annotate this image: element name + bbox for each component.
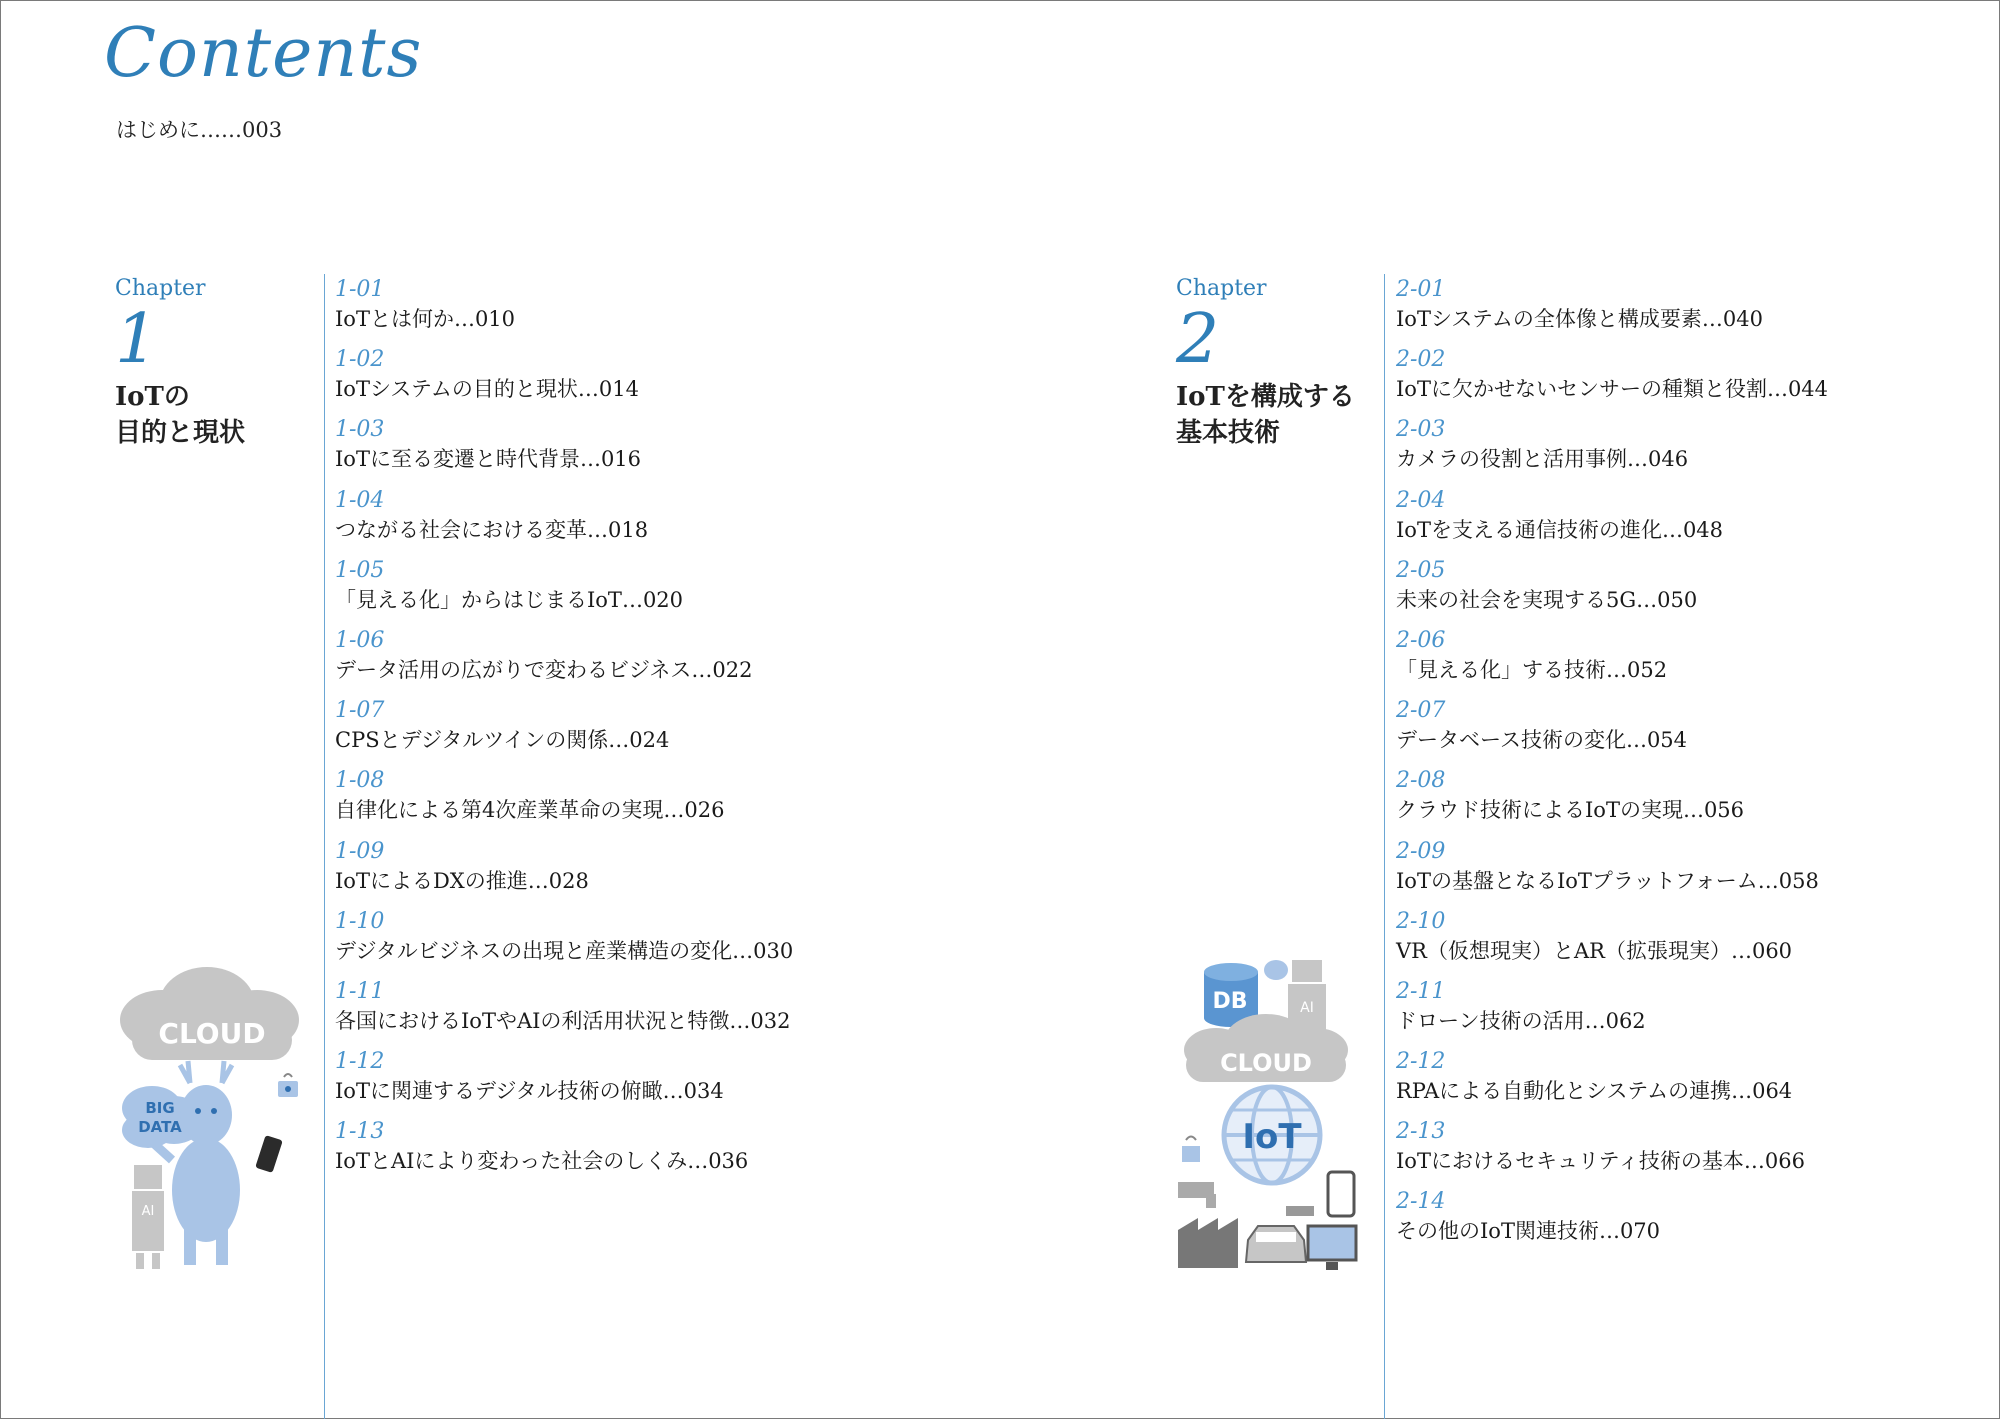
section-title: データ活用の広がりで変わるビジネス…022 bbox=[335, 657, 753, 682]
section-number: 2-14 bbox=[1396, 1189, 1446, 1215]
sensor-icon bbox=[278, 1074, 298, 1097]
toc-entry[interactable] bbox=[1396, 557, 1828, 627]
cloud-label: CLOUD bbox=[158, 1017, 266, 1050]
chapter-1-divider bbox=[324, 274, 325, 1419]
big-data-label: DATA bbox=[138, 1118, 182, 1136]
section-title: データベース技術の変化…054 bbox=[1396, 728, 1688, 753]
section-title: IoTシステムの目的と現状…014 bbox=[335, 377, 639, 402]
globe-label: IoT bbox=[1242, 1117, 1302, 1157]
toc-entry[interactable] bbox=[1396, 767, 1828, 837]
section-title: 「見える化」からはじまるIoT…020 bbox=[335, 587, 684, 612]
section-number: 1-13 bbox=[335, 1119, 385, 1145]
toc-entry[interactable] bbox=[335, 978, 793, 1048]
toc-entry[interactable] bbox=[1396, 346, 1828, 416]
car-icon bbox=[1246, 1226, 1306, 1262]
section-title: IoTの基盤となるIoTプラットフォーム…058 bbox=[1396, 868, 1819, 893]
section-number: 2-01 bbox=[1396, 277, 1446, 302]
chapter-1-illustration bbox=[112, 965, 312, 1275]
section-title: 未来の社会を実現する5G…050 bbox=[1396, 587, 1698, 612]
toc-entry[interactable] bbox=[335, 1118, 793, 1188]
toc-entry[interactable] bbox=[335, 416, 793, 486]
section-title: IoTに関連するデジタル技術の俯瞰…034 bbox=[335, 1079, 724, 1104]
section-number: 2-03 bbox=[1396, 417, 1446, 443]
toc-entry[interactable] bbox=[1396, 487, 1828, 557]
sensor-icon bbox=[1182, 1137, 1200, 1163]
monitor-icon bbox=[1308, 1226, 1356, 1270]
section-title: IoTシステムの全体像と構成要素…040 bbox=[1396, 307, 1763, 331]
chapter-label: Chapter bbox=[115, 276, 206, 301]
section-title: 自律化による第4次産業革命の実現…026 bbox=[335, 798, 725, 823]
robot-label: AI bbox=[141, 1204, 155, 1219]
toc-entry[interactable] bbox=[1396, 1188, 1828, 1258]
chapter-2-heading bbox=[1176, 276, 1355, 451]
section-title: IoTによるDXの推進…028 bbox=[335, 868, 589, 893]
camera-icon bbox=[1178, 1182, 1216, 1208]
section-number: 2-06 bbox=[1396, 627, 1446, 653]
section-number: 1-03 bbox=[335, 417, 385, 443]
section-title: IoTを支える通信技術の進化…048 bbox=[1396, 517, 1724, 542]
chapter-title bbox=[115, 379, 245, 451]
section-number: 2-12 bbox=[1396, 1049, 1446, 1075]
section-number: 1-04 bbox=[335, 487, 385, 513]
chapter-2-illustration bbox=[1176, 950, 1386, 1275]
section-title: IoTにおけるセキュリティ技術の基本…066 bbox=[1396, 1149, 1805, 1174]
section-number: 2-07 bbox=[1396, 698, 1446, 724]
toc-entry[interactable] bbox=[1396, 1048, 1828, 1118]
section-number: 1-09 bbox=[335, 838, 385, 864]
database-label: DB bbox=[1212, 989, 1248, 1014]
chapter-title-line: IoTの bbox=[115, 382, 190, 412]
section-number: 1-06 bbox=[335, 627, 385, 653]
section-title: 各国におけるIoTやAIの利活用状況と特徴…032 bbox=[335, 1008, 791, 1033]
section-title: クラウド技術によるIoTの実現…056 bbox=[1396, 798, 1745, 823]
toc-entry[interactable] bbox=[1396, 1118, 1828, 1188]
factory-icon bbox=[1178, 1218, 1238, 1268]
toc-entry[interactable] bbox=[335, 697, 793, 767]
toc-entry[interactable] bbox=[335, 767, 793, 837]
section-number: 2-02 bbox=[1396, 347, 1446, 373]
section-number: 2-09 bbox=[1396, 838, 1446, 864]
toc-entry[interactable] bbox=[335, 346, 793, 416]
chapter-title-line: 目的と現状 bbox=[115, 418, 246, 448]
chapter-1-toc bbox=[335, 276, 793, 1188]
toc-entry[interactable] bbox=[1396, 276, 1828, 346]
toc-entry[interactable] bbox=[335, 276, 793, 346]
section-number: 2-11 bbox=[1396, 978, 1446, 1004]
chapter-label: Chapter bbox=[1176, 276, 1267, 301]
section-number: 1-12 bbox=[335, 1049, 385, 1075]
chapter-1-heading bbox=[115, 276, 245, 451]
section-title: CPSとデジタルツインの関係…024 bbox=[335, 728, 670, 753]
section-number: 1-10 bbox=[335, 908, 385, 934]
section-title: 「見える化」する技術…052 bbox=[1396, 657, 1668, 682]
section-title: VR（仮想現実）とAR（拡張現実）…060 bbox=[1396, 938, 1793, 963]
section-title: カメラの役割と活用事例…046 bbox=[1396, 447, 1689, 472]
cloud-icon bbox=[120, 967, 299, 1060]
section-title: その他のIoT関連技術…070 bbox=[1396, 1219, 1661, 1244]
toc-entry[interactable] bbox=[335, 1048, 793, 1118]
toc-entry[interactable] bbox=[1396, 627, 1828, 697]
section-title: RPAによる自動化とシステムの連携…064 bbox=[1396, 1079, 1793, 1104]
section-number: 1-07 bbox=[335, 698, 385, 724]
section-number: 2-04 bbox=[1396, 487, 1446, 513]
intro-entry[interactable]: はじめに……003 bbox=[116, 118, 283, 142]
chapter-title bbox=[1176, 379, 1355, 451]
section-number: 2-10 bbox=[1396, 908, 1446, 934]
big-data-label: BIG bbox=[145, 1099, 175, 1117]
toc-entry[interactable] bbox=[335, 557, 793, 627]
toc-entry[interactable] bbox=[335, 487, 793, 557]
section-number: 1-11 bbox=[335, 978, 385, 1004]
toc-entry[interactable] bbox=[1396, 697, 1828, 767]
toc-entry[interactable] bbox=[335, 627, 793, 697]
toc-entry[interactable] bbox=[1396, 978, 1828, 1048]
robot-icon bbox=[132, 1165, 164, 1269]
chapter-2-toc bbox=[1396, 276, 1828, 1259]
section-title: ドローン技術の活用…062 bbox=[1396, 1008, 1646, 1033]
section-number: 2-05 bbox=[1396, 557, 1446, 583]
page-title: Contents bbox=[104, 14, 423, 93]
section-number: 2-13 bbox=[1396, 1119, 1446, 1145]
toc-entry[interactable] bbox=[1396, 838, 1828, 908]
section-number: 1-01 bbox=[335, 277, 385, 302]
chapter-title-line: IoTを構成する bbox=[1176, 382, 1355, 412]
smartphone-icon bbox=[255, 1135, 283, 1173]
toc-entry[interactable] bbox=[335, 838, 793, 908]
section-number: 2-08 bbox=[1396, 768, 1446, 794]
chapter-number: 2 bbox=[1176, 300, 1220, 379]
router-icon bbox=[1286, 1206, 1314, 1216]
section-title: デジタルビジネスの出現と産業構造の変化…030 bbox=[335, 938, 794, 963]
section-number: 1-02 bbox=[335, 347, 385, 373]
cloud-label: CLOUD bbox=[1220, 1049, 1312, 1077]
section-number: 1-08 bbox=[335, 768, 385, 794]
chapter-title-line: 基本技術 bbox=[1176, 418, 1281, 448]
section-title: IoTに至る変遷と時代背景…016 bbox=[335, 447, 642, 472]
section-title: IoTとは何か…010 bbox=[335, 307, 516, 331]
toc-entry[interactable] bbox=[1396, 908, 1828, 978]
section-title: つながる社会における変革…018 bbox=[335, 517, 649, 542]
toc-entry[interactable] bbox=[335, 908, 793, 978]
chapter-number: 1 bbox=[115, 300, 159, 379]
smartphone-icon bbox=[1328, 1172, 1354, 1216]
robot-label: AI bbox=[1300, 1000, 1314, 1016]
globe-icon bbox=[1224, 1087, 1320, 1183]
section-title: IoTとAIにより変わった社会のしくみ…036 bbox=[335, 1149, 749, 1174]
section-number: 1-05 bbox=[335, 557, 385, 583]
section-title: IoTに欠かせないセンサーの種類と役割…044 bbox=[1396, 377, 1829, 402]
toc-entry[interactable] bbox=[1396, 416, 1828, 486]
